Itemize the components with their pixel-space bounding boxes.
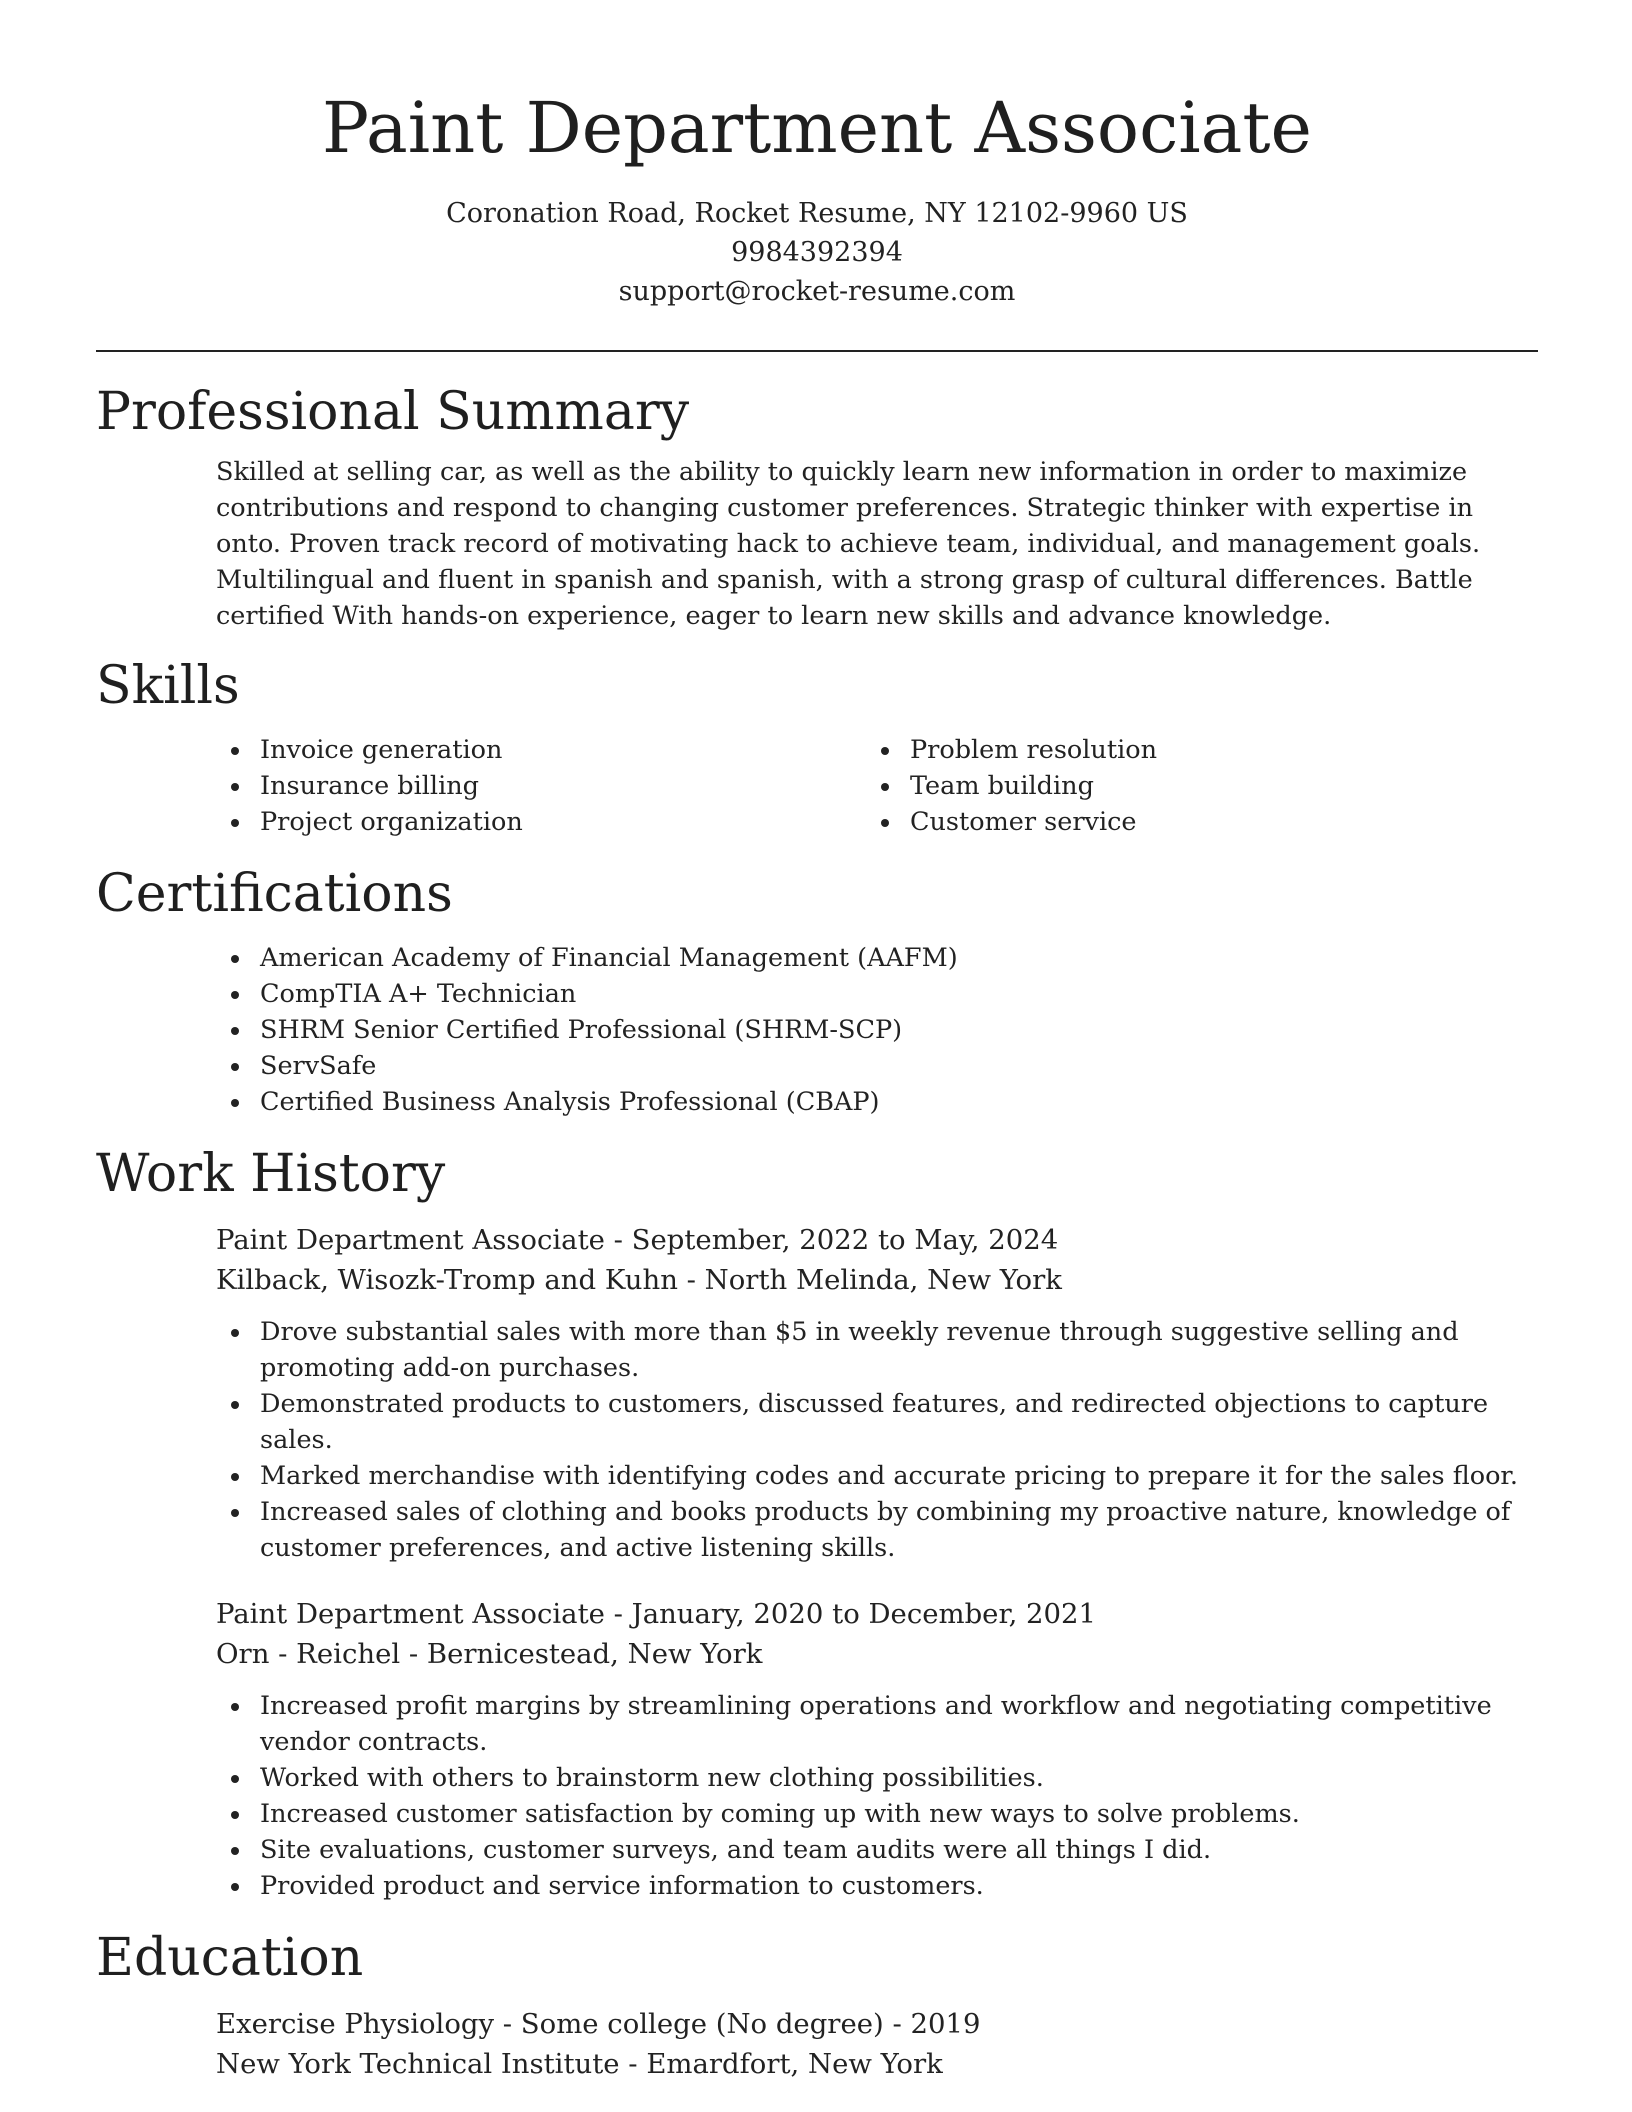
job-bullets [216, 1688, 1538, 1904]
skill-item: Project organization [216, 804, 866, 840]
contact-block [96, 194, 1538, 311]
resume-page [96, 0, 1538, 2084]
skills-grid [216, 732, 1538, 840]
job-entry [216, 1220, 1538, 1300]
email: support@rocket-resume.com [618, 276, 1016, 307]
skill-item: Problem resolution [866, 732, 1516, 768]
job-company-line: Kilback, Wisozk-Tromp and Kuhn - North Melinda, New York [216, 1264, 1062, 1296]
skill-item: Invoice generation [216, 732, 866, 768]
certification-item: American Academy of Financial Management (AAFM) [216, 940, 1538, 976]
skills-heading: Skills [96, 656, 240, 716]
candidate-name: Paint Department Associate [322, 87, 1312, 169]
skills-list-left [216, 732, 866, 840]
skill-item: Insurance billing [216, 768, 866, 804]
resume-header [96, 0, 1538, 311]
education-entry [216, 2004, 1538, 2084]
job-bullets [216, 1314, 1538, 1566]
summary-text: Skilled at selling car, as well as the ability to quickly learn new information in order to maximize contributions and respond to changing customer preferences. Strategic thinker with expertise in onto. Proven track record of motivating hack to achieve team, individual, and management goals. Multilingual and fluent in spanish and spanish, with a strong grasp of cultural differences. Battle certified With hands-on experience, eager to learn new skills and advance knowledge. [216, 457, 1481, 631]
job-bullet: Drove substantial sales with more than $5 in weekly revenue through suggestive selling and promoting add-on purchases. [216, 1314, 1538, 1386]
skills-section [96, 654, 1538, 840]
job-title-line: Paint Department Associate - January, 2020 to December, 2021 [216, 1598, 1097, 1630]
job-title-line: Paint Department Associate - September, 2022 to May, 2024 [216, 1224, 1059, 1256]
job-bullet: Increased profit margins by streamlining operations and workflow and negotiating competitive vendor contracts. [216, 1688, 1538, 1760]
job-bullet: Provided product and service information to customers. [216, 1868, 1538, 1904]
certification-item: CompTIA A+ Technician [216, 976, 1538, 1012]
summary-heading: Professional Summary [96, 382, 690, 442]
job-bullet: Increased customer satisfaction by coming up with new ways to solve problems. [216, 1796, 1538, 1832]
certification-item: ServSafe [216, 1048, 1538, 1084]
work-history-heading: Work History [96, 1144, 446, 1204]
header-divider [96, 350, 1538, 352]
job-bullet: Site evaluations, customer surveys, and team audits were all things I did. [216, 1832, 1538, 1868]
work-history-section [96, 1142, 1538, 1904]
job-entry [216, 1594, 1538, 1674]
job-company-line: Orn - Reichel - Bernicestead, New York [216, 1638, 763, 1670]
education-heading: Education [96, 1928, 364, 1988]
phone: 9984392394 [731, 237, 903, 268]
certifications-list [216, 940, 1538, 1120]
certification-item: SHRM Senior Certified Professional (SHRM-SCP) [216, 1012, 1538, 1048]
summary-section [96, 380, 1538, 634]
address: Coronation Road, Rocket Resume, NY 12102-9960 US [446, 198, 1188, 229]
job-bullet: Demonstrated products to customers, discussed features, and redirected objections to capture sales. [216, 1386, 1538, 1458]
certifications-heading: Certifications [96, 864, 453, 924]
skills-list-right [866, 732, 1516, 840]
certifications-section [96, 862, 1538, 1120]
school-line: New York Technical Institute - Emardfort, New York [216, 2048, 943, 2080]
skill-item: Team building [866, 768, 1516, 804]
job-bullet: Worked with others to brainstorm new clothing possibilities. [216, 1760, 1538, 1796]
skill-item: Customer service [866, 804, 1516, 840]
certification-item: Certified Business Analysis Professional (CBAP) [216, 1084, 1538, 1120]
job-bullet: Marked merchandise with identifying codes and accurate pricing to prepare it for the sales floor. [216, 1458, 1538, 1494]
education-section [96, 1926, 1538, 2084]
degree-line: Exercise Physiology - Some college (No degree) - 2019 [216, 2008, 981, 2040]
job-bullet: Increased sales of clothing and books products by combining my proactive nature, knowledge of customer preferences, and active listening skills. [216, 1494, 1538, 1566]
